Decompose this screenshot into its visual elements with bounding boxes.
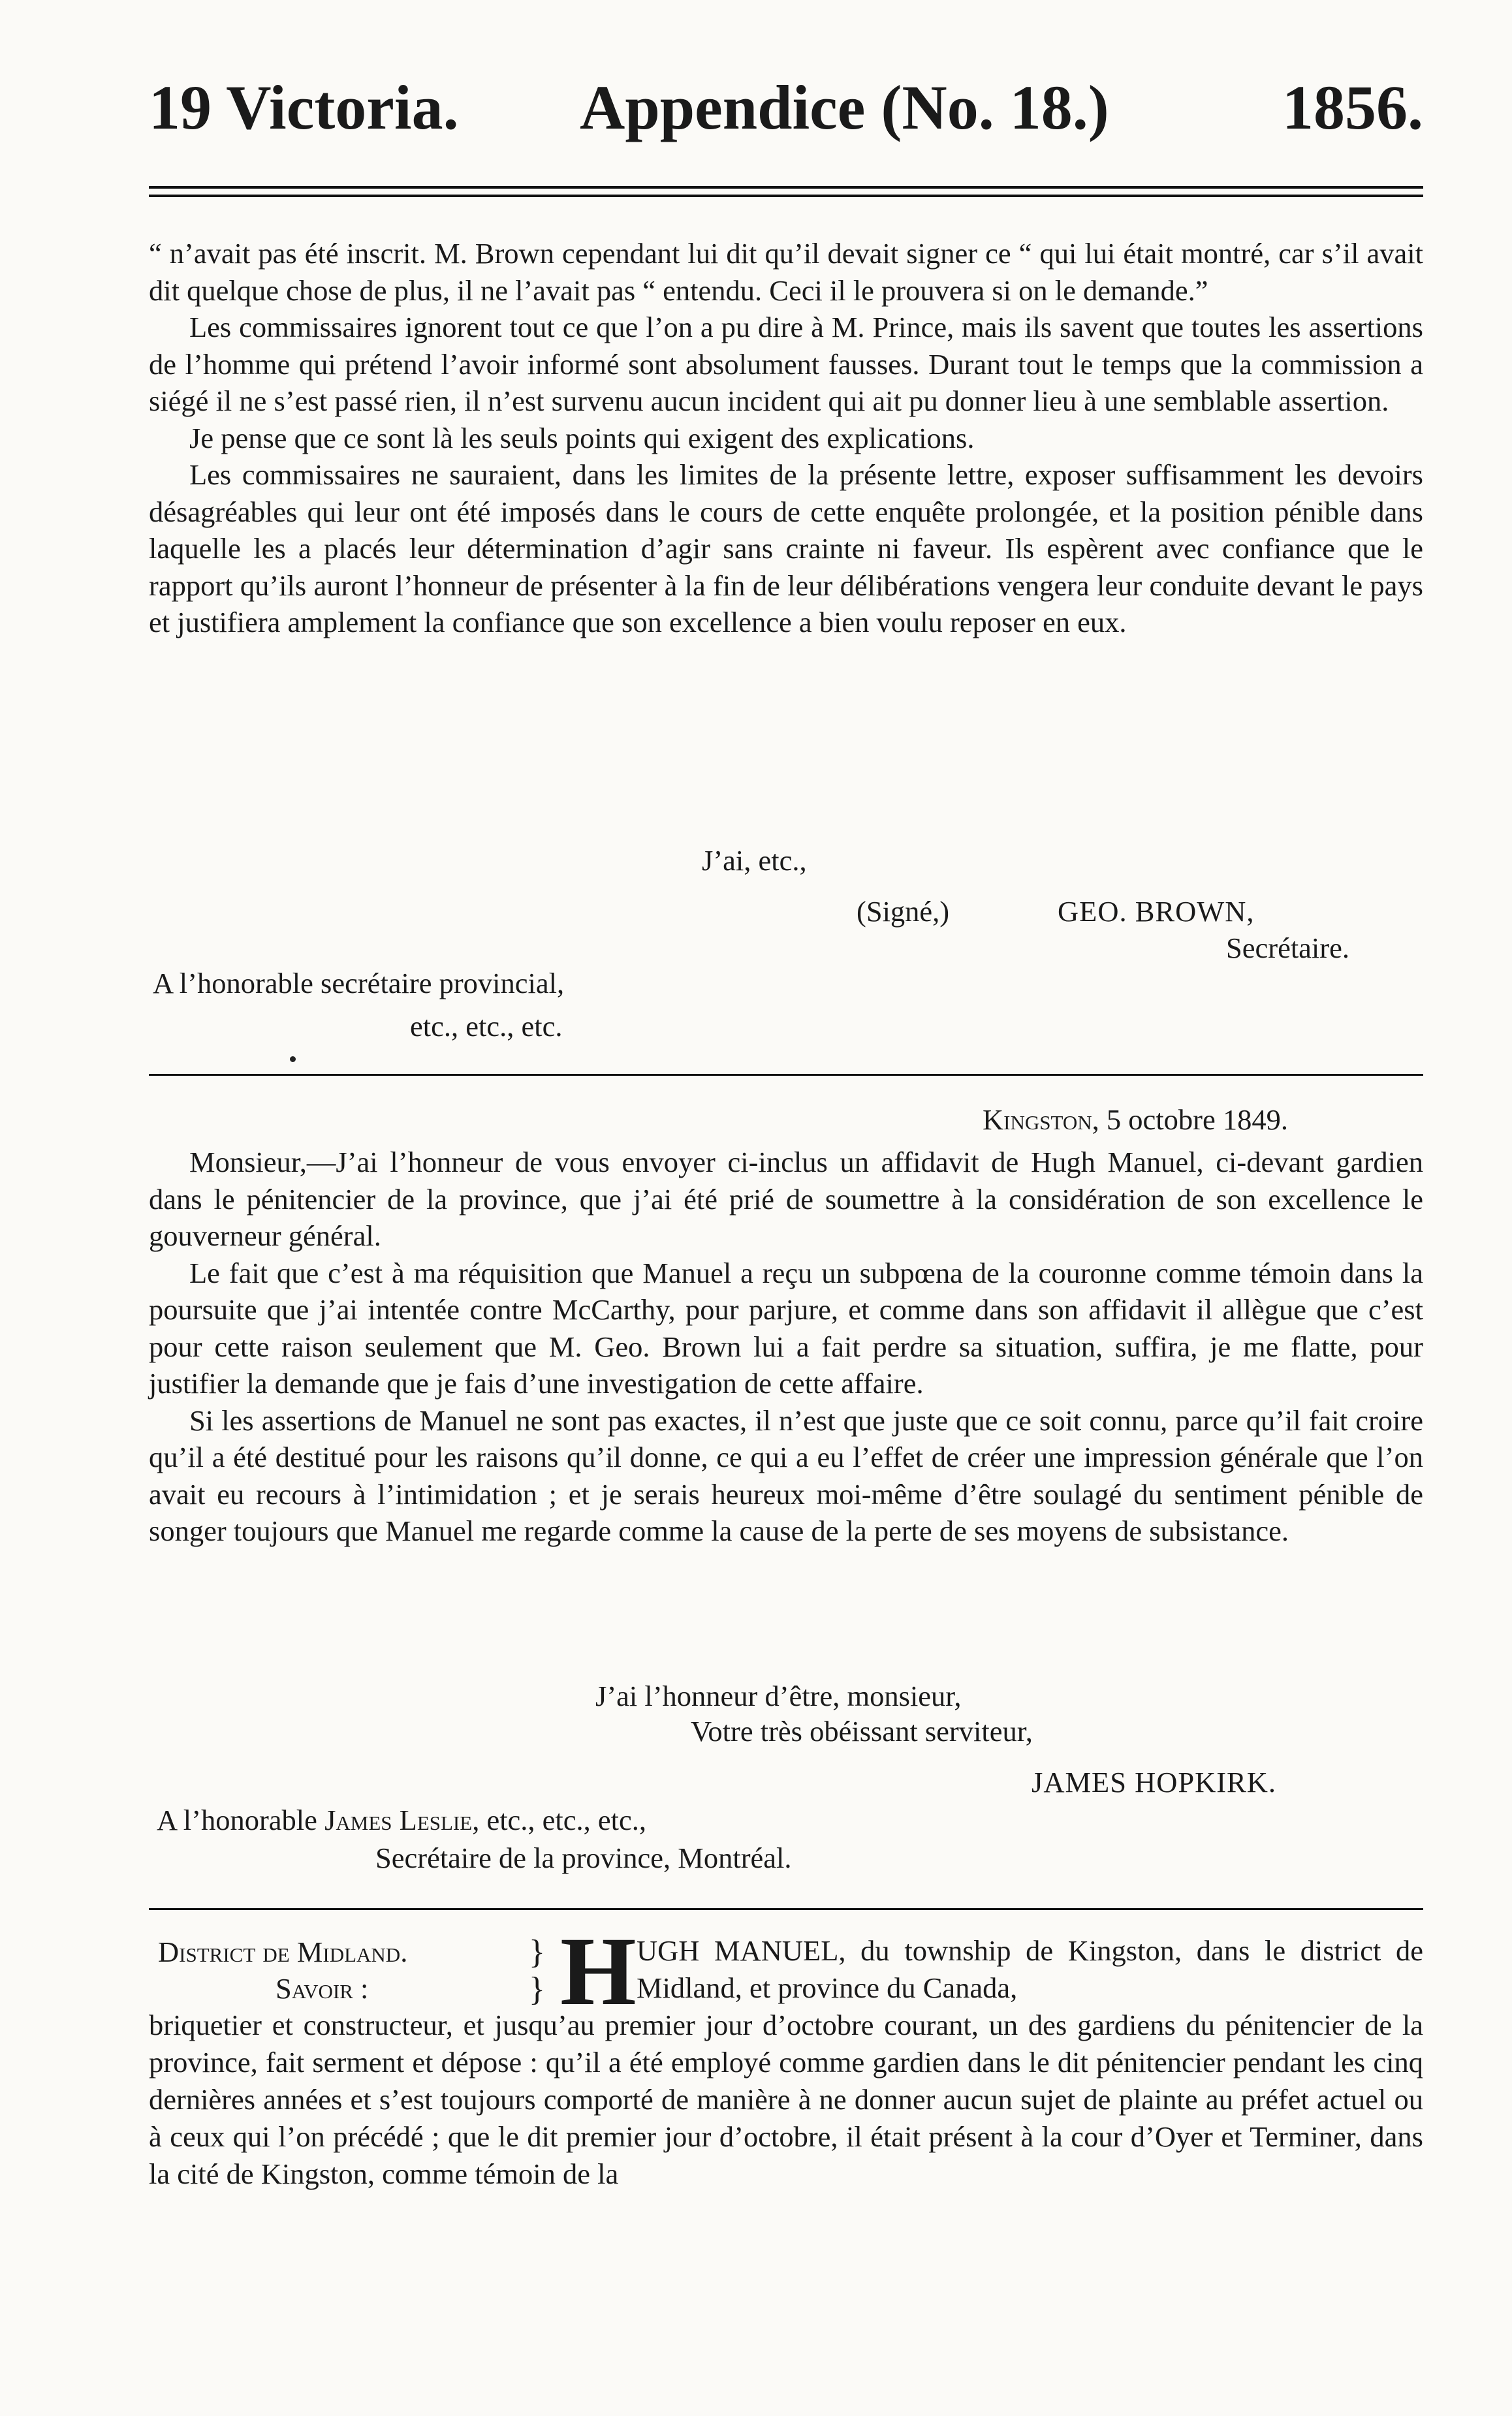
letter2-addressee-name: James Leslie, xyxy=(324,1804,480,1836)
letter1-closing: J’ai, etc., xyxy=(702,844,807,877)
affidavit-dropcap: H xyxy=(560,1917,637,2026)
letter1-signer: GEO. BROWN, xyxy=(1058,895,1255,928)
letter2-paragraph: Le fait que c’est à ma réquisition que Manuel a reçu un subpœna de la couronne comme témoin dans la poursuite que j’ai intentée contre McCarthy, pour parjure, et comme dans son affidavit il allègue que c’est pour cette raison seulement que M. Geo. Brown lui a fait perdre sa situation, suffira, je me flatte, pour justifier la demande que je fais d’une investigation de cette affaire. xyxy=(149,1256,1423,1400)
stray-dot xyxy=(290,1056,296,1062)
letter2-paragraph: Si les assertions de Manuel ne sont pas exactes, il n’est que juste que ce soit connu, parce qu’il fait croire qu’il a été destitué pour les raisons qu’il donne, ce qui a eu l’effet de créer une impression générale que l’on avait eu recours à l’intimidation ; et je serais heureux moi-même d’être soulagé du sentiment pénible de songer toujours que Manuel me regarde comme la cause de la perte de ses moyens de subsistance. xyxy=(149,1404,1423,1547)
header-appendix: Appendice (No. 18.) xyxy=(580,72,1109,142)
letter1-quote-paragraph: “ n’avait pas été inscrit. M. Brown cependant lui dit qu’il devait signer ce “ qui lui était montré, car s’il avait dit quelque chose de plus, il ne l’avait pas “ entendu. Ceci il le prouvera si on le demande.” xyxy=(149,237,1423,307)
letter2-paragraph: Monsieur,—J’ai l’honneur de vous envoyer ci-inclus un affidavit de Hugh Manuel, ci-devant gardien dans le pénitencier de la province, que j’ai été prié de soumettre à la considération de son excellence le gouverneur général. xyxy=(149,1146,1423,1252)
affidavit-body: briquetier et constructeur, et jusqu’au premier jour d’octobre courant, un des gardiens du pénitencier de la province, fait serment et dépose : qu’il a été employé comme gardien dans le dit pénitencier pendant les cinq dernières années et s’est toujours comporté de manière à ne donner aucun sujet de plainte au préfet actuel ou à ceux qui l’on précédé ; que le dit premier jour d’octobre, il était présent à la cour d’Oyer et Terminer, dans la cité de Kingston, comme témoin de la xyxy=(149,2009,1423,2190)
letter2-addressee xyxy=(157,1802,646,1839)
letter2-closing-2: Votre très obéissant serviteur, xyxy=(691,1715,1033,1748)
letter2-addressee-prefix: A l’honorable xyxy=(157,1804,317,1836)
letter1-body xyxy=(149,235,1423,641)
letter1-addressee-etc: etc., etc., etc. xyxy=(410,1010,563,1043)
header-rule-bottom xyxy=(149,195,1423,197)
letter2-closing-1: J’ai l’honneur d’être, monsieur, xyxy=(595,1680,962,1712)
letter1-addressee: A l’honorable secrétaire provincial, xyxy=(153,967,565,999)
letter2-signer: JAMES HOPKIRK. xyxy=(1032,1766,1276,1798)
running-header xyxy=(149,69,1423,147)
affidavit-district: District de Midland. xyxy=(158,1936,408,1968)
letter1-paragraph: Les commissaires ne sauraient, dans les limites de la présente lettre, exposer suffisamment les devoirs désagréables qui leur ont été imposés dans le cours de cette enquête prolongée, et la position pénible dans laquelle les a placés leur détermination d’agir sans crainte ni faveur. Ils espèrent avec confiance que le rapport qu’ils auront l’honneur de présenter à la fin de leur délibérations vengera leur conduite devant le pays et justifiera amplement la confiance que son excellence a bien voulu reposer en eux. xyxy=(149,458,1423,638)
letter1-signed-label: (Signé,) xyxy=(857,895,950,928)
affidavit-brace: } } xyxy=(529,1934,545,2008)
letter2-addressee-suffix: etc., etc., etc., xyxy=(486,1804,647,1836)
letter2-addressee-line2: Secrétaire de la province, Montréal. xyxy=(375,1842,792,1874)
affidavit-first-lines: UGH MANUEL, du township de Kingston, dans le district de Midland, et province du Canada, xyxy=(637,1934,1423,2004)
header-year: 1856. xyxy=(1282,72,1423,142)
section-divider xyxy=(149,1074,1423,1076)
affidavit-savoir: Savoir : xyxy=(276,1972,369,2005)
header-session: 19 Victoria. xyxy=(149,72,459,142)
letter1-paragraph: Les commissaires ignorent tout ce que l’on a pu dire à M. Prince, mais ils savent que toutes les assertions de l’homme qui prétend l’avoir informé sont absolument fausses. Durant tout le temps que la commission a siégé il ne s’est passé rien, il n’est survenu aucun incident qui ait pu donner lieu à une semblable assertion. xyxy=(149,311,1423,417)
letter2-place: Kingston, xyxy=(983,1103,1099,1136)
section-divider-2 xyxy=(149,1908,1423,1910)
letter1-paragraph: Je pense que ce sont là les seuls points qui exigent des explications. xyxy=(189,421,975,454)
letter2-date: 5 octobre 1849. xyxy=(1106,1103,1288,1136)
letter1-signer-title: Secrétaire. xyxy=(1226,932,1349,964)
header-rule-top xyxy=(149,186,1423,189)
letter2-body xyxy=(149,1144,1423,1550)
letter2-dateline xyxy=(983,1101,1288,1138)
